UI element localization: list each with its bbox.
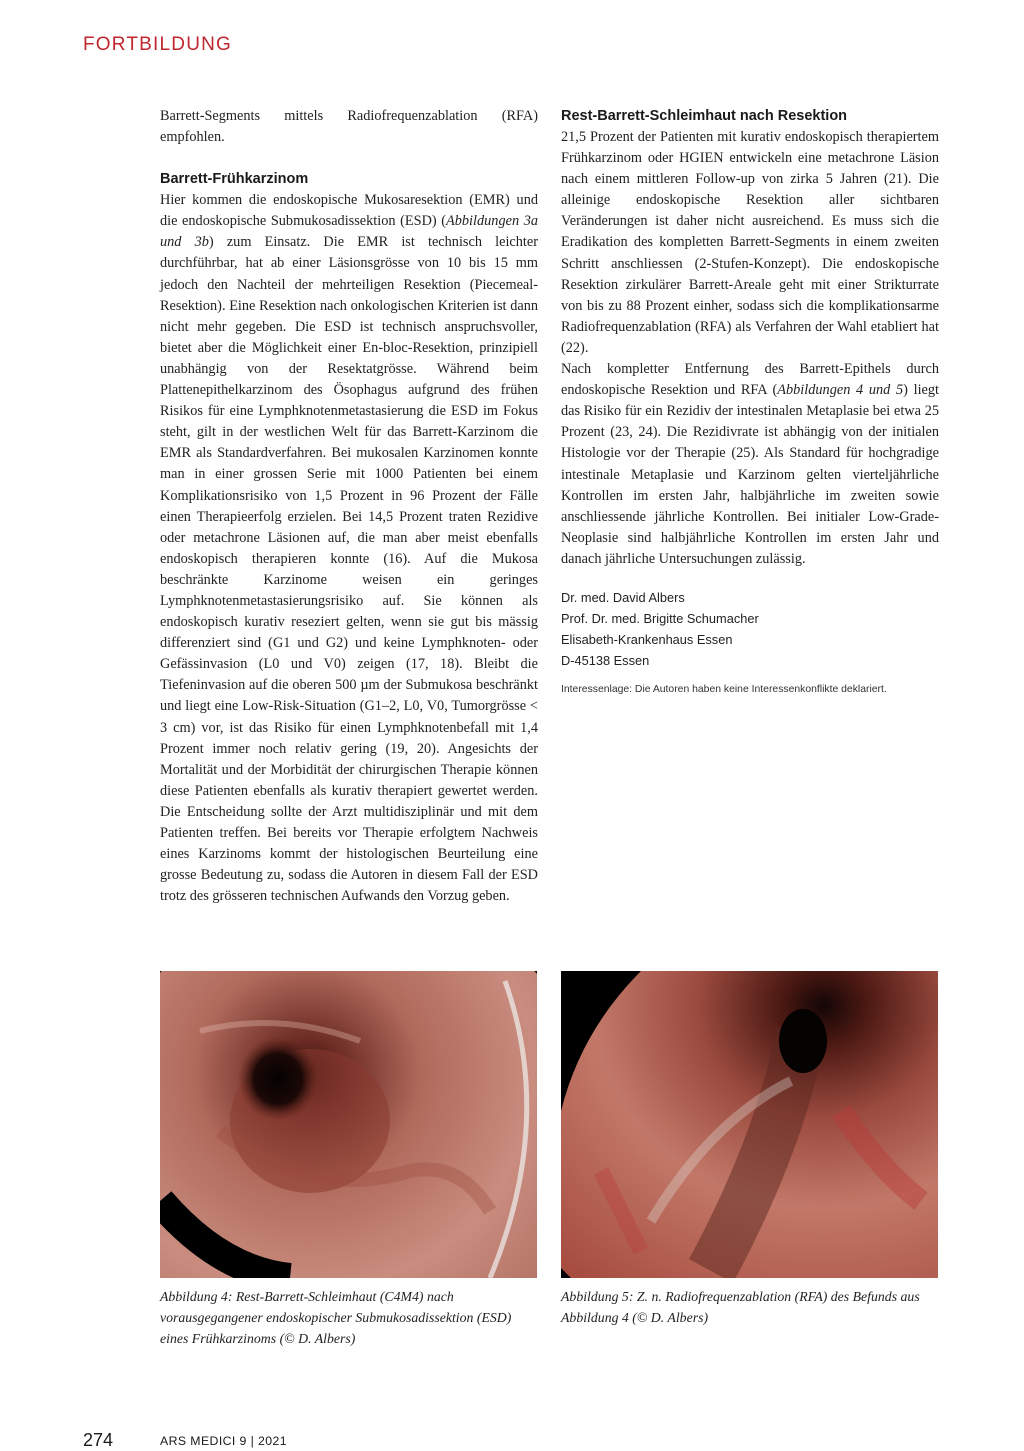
- author-line: Prof. Dr. med. Brigitte Schumacher: [561, 610, 759, 626]
- figure-caption-5: Abbildung 5: Z. n. Radiofrequenzablation (RFA) des Befunds aus Abbildung 4 (© D. Albers): [561, 1289, 920, 1325]
- author-affiliation: Elisabeth-Krankenhaus Essen: [561, 631, 733, 647]
- intro-paragraph: Barrett-Segments mittels Radiofrequenzablation (RFA) empfohlen.: [160, 108, 538, 146]
- endoscopy-image-4-graphic: [160, 971, 537, 1278]
- paragraph-1: 21,5 Prozent der Patienten mit kurativ endoskopisch therapiertem Frühkarzinom oder HGIEN entwickeln eine metachrone Läsion nach einem mittleren Follow-up von zirka 5 Jahren (21). Die alleinige endoskopische Resektion aller sichtbaren Veränderungen ist daher nicht ausreichend. Es muss sich die Eradikation des kompletten Barrett-Segments in einem zweiten Schritt anschliessen (2-Stufen-Konzept). Die endoskopische Resektion zirkulärer Barrett-Areale geht mit einer Strikturrate von bis zu 88 Prozent einher, sodass sich die komplikationsarme Radiofrequenzablation (RFA) als Verfahren der Wahl etabliert hat (22).: [561, 129, 939, 356]
- figure-caption-4: Abbildung 4: Rest-Barrett-Schleimhaut (C4M4) nach vorausgegangener endoskopischer Submukosadissektion (ESD) eines Frühkarzinoms (© D. Albers): [160, 1289, 512, 1346]
- body-text-part2: ) zum Einsatz. Die EMR ist technisch leichter durchführbar, hat ab einer Läsionsgrösse von 10 bis 15 mm jedoch den Nachteil der mehrteiligen Resektion (Piecemeal-Resektion). Eine Resektion nach onkologischen Kriterien ist dann nicht mehr gegeben. Die ESD ist technisch anspruchsvoller, bietet aber die Möglichkeit einer En-bloc-Resektion, prinzipiell unabhängig von der Resektatgrösse. Während beim Plattenepithelkarzinom des Ösophagus aufgrund des frühen Risikos für eine Lymphknotenmetastasierung die ESD im Fokus steht, gilt in der westlichen Welt für das Barrett-Karzinom die EMR als Standardverfahren. Bei mukosalen Karzinomen konnte man in einer grossen Serie mit 1000 Patienten bei einem Komplikationsrisiko von 1,5 Prozent in 96 Prozent der Fälle einen Therapieerfolg erzielen. Bei 14,5 Prozent traten Rezidive oder metachrone Läsionen auf, die man aber meist ebenfalls endoskopisch therapieren konnte (16). Auf die Mukosa beschränkte Karzinome weisen ein geringes Lymphknotenmetastasierungsrisiko auf. Sie können als endoskopisch kurativ reseziert gelten, wenn sie gut bis mässig differenziert sind (G1 und G2) und keine Lymphknoten- oder Gefässinvasion (L0 und V0) zeigen (17, 18). Bleibt die Tiefeninvasion auf die oberen 500 µm der Submukosa beschränkt und liegt eine Low-Risk-Situation (G1–2, L0, V0, Tumorgrösse < 3 cm) vor, ist das Risiko für einen Lymphknotenbefall mit 1,4 Prozent immer noch relativ gering (19, 20). Angesichts der Mortalität und der Morbidität der chirurgischen Therapie können diese Patienten ebenfalls als kurativ therapiert gewertet werden. Die Entscheidung sollte der Arzt multidisziplinär und mit dem Patienten treffen. Bei bereits vor Therapie erfolgtem Nachweis eines Karzinoms kommt der histologischen Beurteilung eine grosse Bedeutung zu, sodass die Autoren in diesem Fall der ESD trotz des grösseren technischen Aufwands den Vorzug geben.: [160, 234, 538, 905]
- heading-rest-barrett: Rest-Barrett-Schleimhaut nach Resektion: [561, 108, 848, 124]
- author-block: [561, 587, 939, 671]
- figure-reference: Abbildungen 4 und 5: [777, 382, 904, 399]
- endoscopy-image-4: [160, 971, 537, 1278]
- section-label: FORTBILDUNG: [83, 34, 233, 55]
- author-address: D-45138 Essen: [561, 652, 650, 668]
- para2-text-part2: ) liegt das Risiko für ein Rezidiv der intestinalen Metaplasie bei etwa 25 Prozent (23, 24). Die Rezidivrate ist abhängig von der initialen Histologie vor der Therapie (25). Als Standard für hochgradige intestinale Metaplasie und Karzinom gelten vierteljährliche Kontrollen im ersten Jahr, halbjährliche im zweiten sowie anschliessende jährliche Kontrollen. Bei initialer Low-Grade-Neoplasie sind halbjährliche Kontrollen im ersten Jahr und danach jährliche Untersuchungen zulässig.: [561, 382, 940, 567]
- conflict-of-interest: Interessenlage: Die Autoren haben keine Interessenkonflikte deklariert.: [561, 683, 887, 695]
- heading-barrett-fruehkarzinom: Barrett-Frühkarzinom: [160, 171, 309, 188]
- left-column: [160, 106, 538, 907]
- para2-text-part1: Nach kompletter Entfernung des Barrett-Epithels durch endoskopische Resektion und RFA (: [561, 361, 939, 399]
- body-paragraph: [160, 190, 538, 907]
- journal-name: ARS MEDICI 9 | 2021: [160, 1434, 287, 1448]
- right-column: [561, 106, 939, 695]
- paragraph-2: [561, 359, 939, 570]
- page-number: 274: [83, 1430, 114, 1450]
- body-text-part1: Hier kommen die endoskopische Mukosaresektion (EMR) und die endoskopische Submukosadissektion (ESD) (: [160, 192, 538, 230]
- endoscopy-image-5-graphic: [561, 971, 938, 1278]
- figure-reference: Abbildungen 3a und 3b: [160, 213, 538, 251]
- author-line: Dr. med. David Albers: [561, 589, 685, 605]
- endoscopy-image-5: [561, 971, 938, 1278]
